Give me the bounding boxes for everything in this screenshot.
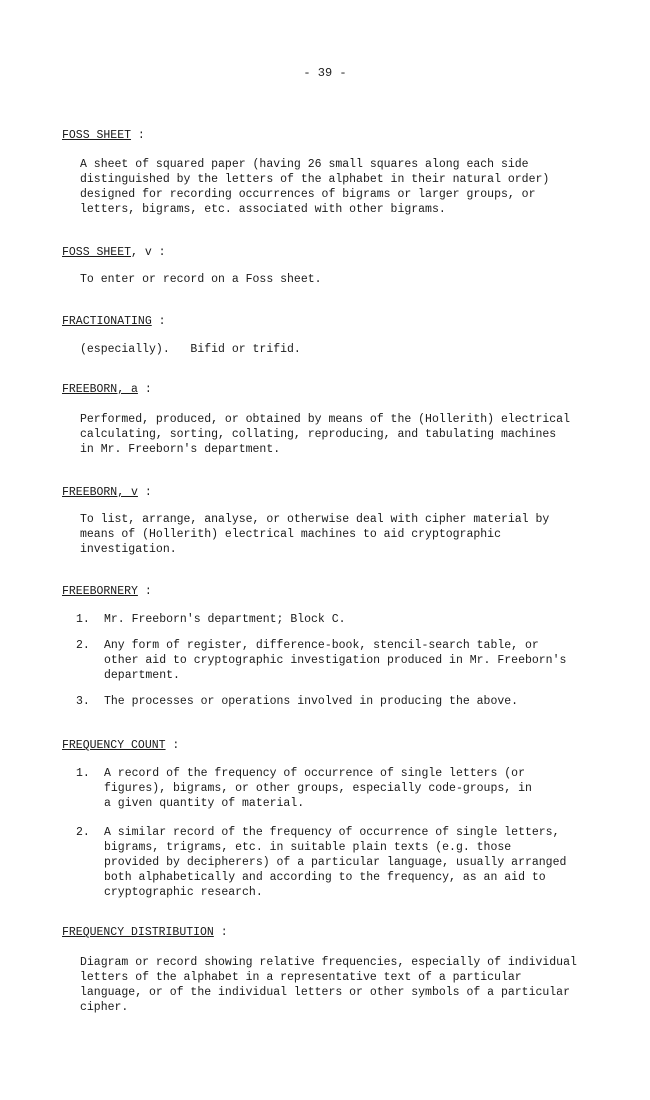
entry-definition: To enter or record on a Foss sheet. xyxy=(80,273,322,286)
item-number: 1. xyxy=(76,767,90,780)
item-number: 3. xyxy=(76,695,90,708)
entry-term-suffix: , v : xyxy=(131,246,166,259)
entry-term-suffix: : xyxy=(151,315,166,328)
item-text: Any form of register, difference-book, stencil-search table, or other aid to cryptographic investigation produced in Mr. Freeborn's department. xyxy=(104,639,567,682)
list-item xyxy=(76,638,622,683)
entry-term-suffix: : xyxy=(137,383,152,396)
entry-term-suffix: : xyxy=(213,926,228,939)
glossary-entry xyxy=(62,925,622,1015)
glossary-entry xyxy=(62,584,622,709)
glossary-entry xyxy=(62,382,622,457)
entry-definition: Diagram or record showing relative frequencies, especially of individual letters of the alphabet in a representative text of a particular language, or of the individual letters or other symbols of a particular cipher. xyxy=(80,956,577,1014)
item-number: 1. xyxy=(76,613,90,626)
page-number: - 39 - xyxy=(303,66,347,80)
entry-term-suffix: : xyxy=(165,739,180,752)
entry-definition: (especially). Bifid or trifid. xyxy=(80,343,301,356)
entry-term: FREEBORNERY xyxy=(62,585,138,598)
entry-definition: To list, arrange, analyse, or otherwise deal with cipher material by means of (Hollerith) electrical machines to aid cryptographic investigation. xyxy=(80,513,550,556)
list-item xyxy=(76,766,622,811)
item-text: A similar record of the frequency of occurrence of single letters, bigrams, trigrams, etc. in suitable plain texts (e.g. those provided by decipherers) of a particular language, usually arranged both alphabetically and according to the frequency, as an aid to cryptographic research. xyxy=(104,826,567,899)
glossary-entry xyxy=(62,128,622,217)
item-text: Mr. Freeborn's department; Block C. xyxy=(104,613,346,626)
entry-term: FOSS SHEET xyxy=(62,246,132,259)
entry-term: FOSS SHEET xyxy=(62,129,132,142)
list-item xyxy=(76,694,622,709)
entry-term-suffix: : xyxy=(131,129,145,142)
item-number: 2. xyxy=(76,639,90,652)
entry-definition: A sheet of squared paper (having 26 small squares along each side distinguished by the letters of the alphabet in their natural order) designed for recording occurrences of bigrams or larger groups, or letters, bigrams, etc. associated with other bigrams. xyxy=(80,158,550,216)
entry-term-suffix: : xyxy=(137,585,152,598)
glossary-entry xyxy=(62,245,622,287)
entry-definition: Performed, produced, or obtained by means of the (Hollerith) electrical calculating, sorting, collating, reproducing, and tabulating machines in Mr. Freeborn's department. xyxy=(80,413,570,456)
entry-term: FREEBORN, v xyxy=(62,486,138,499)
entry-term-suffix: : xyxy=(137,486,152,499)
entry-term: FREQUENCY COUNT xyxy=(62,739,166,752)
glossary-entry xyxy=(62,314,622,357)
list-item xyxy=(76,825,622,900)
item-text: The processes or operations involved in producing the above. xyxy=(104,695,519,708)
entry-term: FREEBORN, a xyxy=(62,383,138,396)
glossary-entry xyxy=(62,485,622,557)
entry-term: FRACTIONATING xyxy=(62,315,152,328)
glossary-entry xyxy=(62,738,622,900)
list-item xyxy=(76,612,622,627)
item-text: A record of the frequency of occurrence of single letters (or figures), bigrams, or other groups, especially code-groups, in a given quantity of material. xyxy=(104,767,532,810)
item-number: 2. xyxy=(76,826,90,839)
entry-term: FREQUENCY DISTRIBUTION xyxy=(62,926,214,939)
